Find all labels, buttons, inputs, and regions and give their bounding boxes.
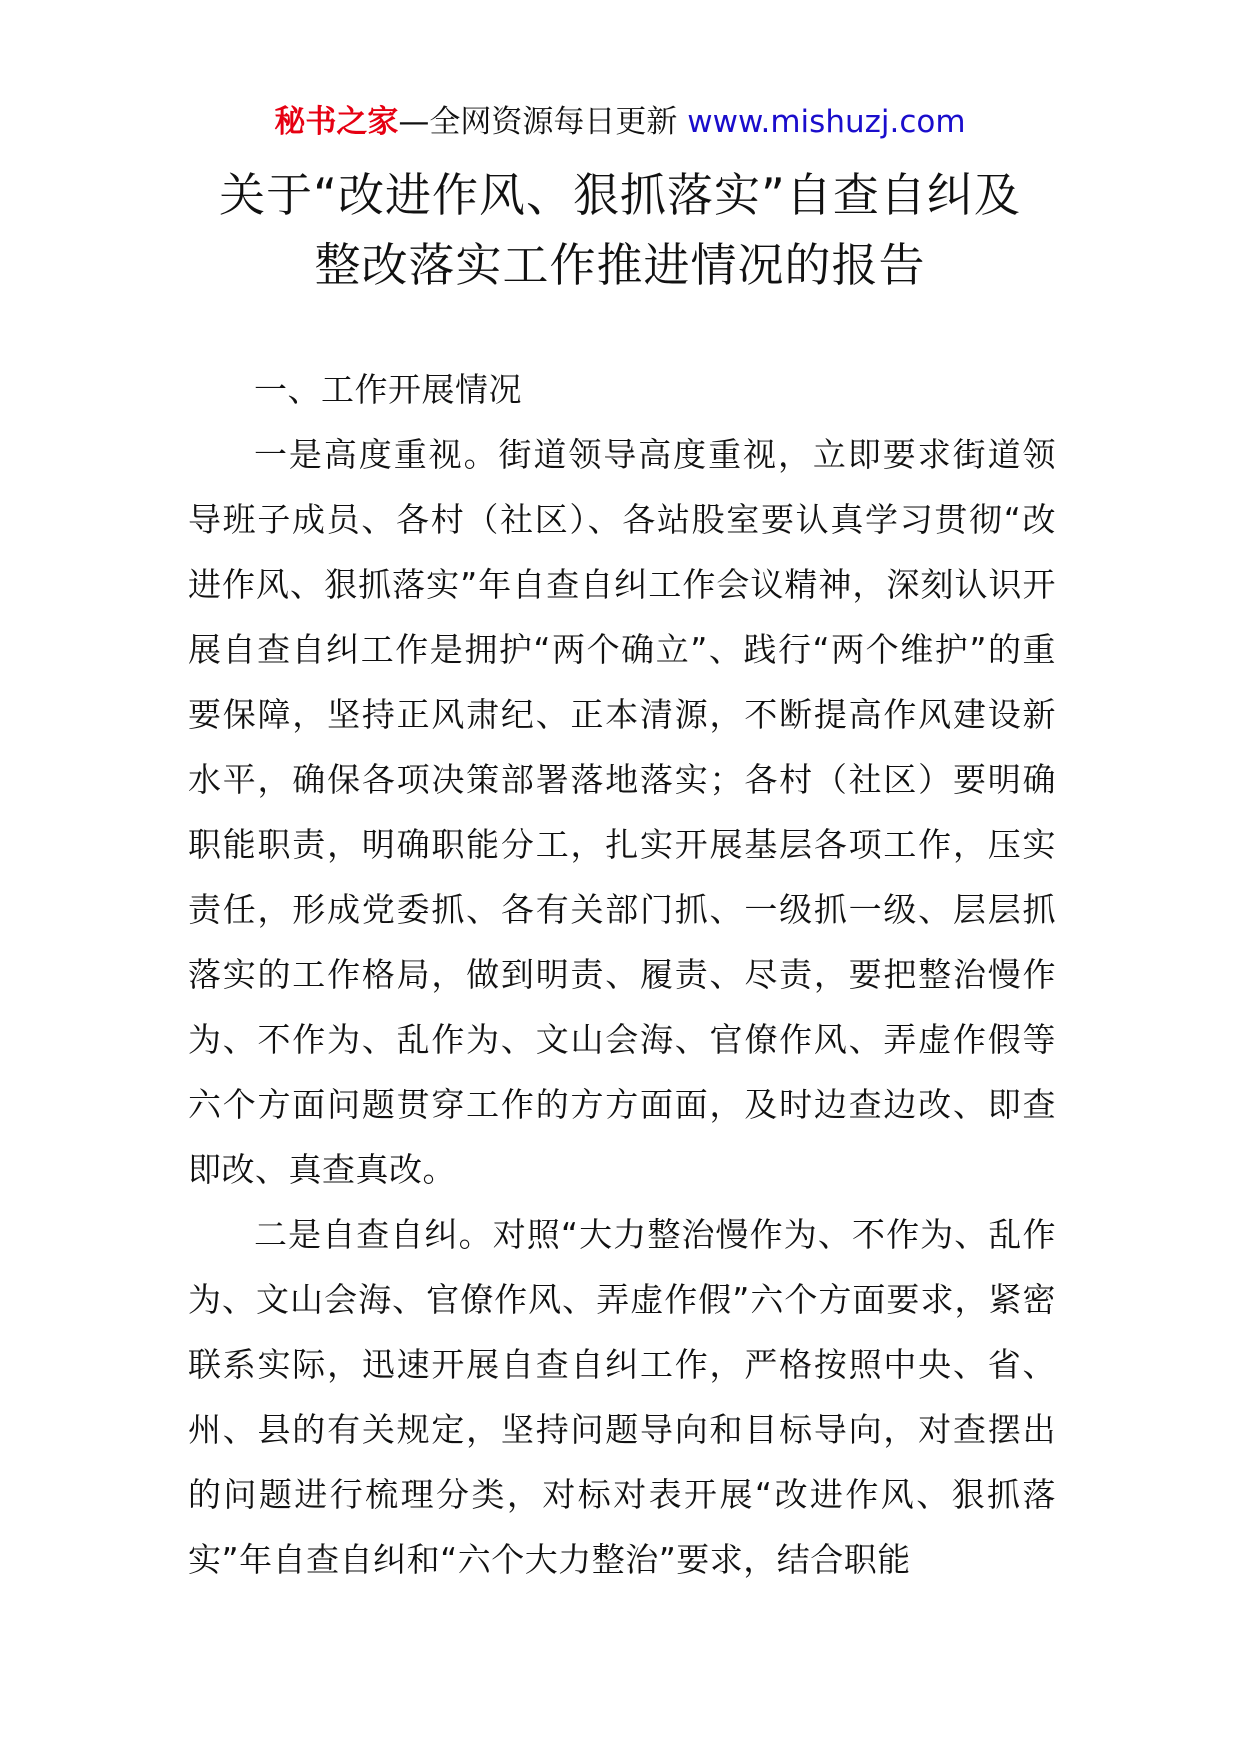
paragraph-self-inspection: 二是自查自纠。对照“大力整治慢作为、不作为、乱作为、文山会海、官僚作风、弄虚作假”六个方面要求，紧密联系实际，迅速开展自查自纠工作，严格按照中央、省、州、县的有关规定，坚持问题导向和目标导向，对查摆出的问题进行梳理分类，对标对表开展“改进作风、狠抓落实”年自查自纠和“六个大力整治”要求，结合职能 (188, 1215, 1056, 1579)
document-title (0, 160, 1240, 300)
site-tagline: —全网资源每日更新 (398, 104, 678, 140)
section-heading: 一、工作开展情况 (254, 370, 522, 409)
title-line-2: 整改落实工作推进情况的报告 (314, 238, 926, 292)
site-url-link[interactable]: www.mishuzj.com (687, 104, 966, 140)
title-line-1: 关于“改进作风、狠抓落实”自查自纠及 (219, 168, 1021, 222)
site-brand: 秘书之家 (274, 104, 399, 140)
paragraph-high-attention: 一是高度重视。街道领导高度重视，立即要求街道领导班子成员、各村（社区）、各站股室要认真学习贯彻“改进作风、狠抓落实”年自查自纠工作会议精神，深刻认识开展自查自纠工作是拥护“两个确立”、践行“两个维护”的重要保障，坚持正风肃纪、正本清源，不断提高作风建设新水平，确保各项决策部署落地落实；各村（社区）要明确职能职责，明确职能分工，扎实开展基层各项工作，压实责任，形成党委抓、各有关部门抓、一级抓一级、层层抓落实的工作格局，做到明责、履责、尽责，要把整治慢作为、不作为、乱作为、文山会海、官僚作风、弄虚作假等六个方面问题贯穿工作的方方面面，及时边查边改、即查即改、真查真改。 (188, 435, 1056, 1189)
document-body (188, 357, 1056, 1592)
site-header (0, 100, 1240, 144)
